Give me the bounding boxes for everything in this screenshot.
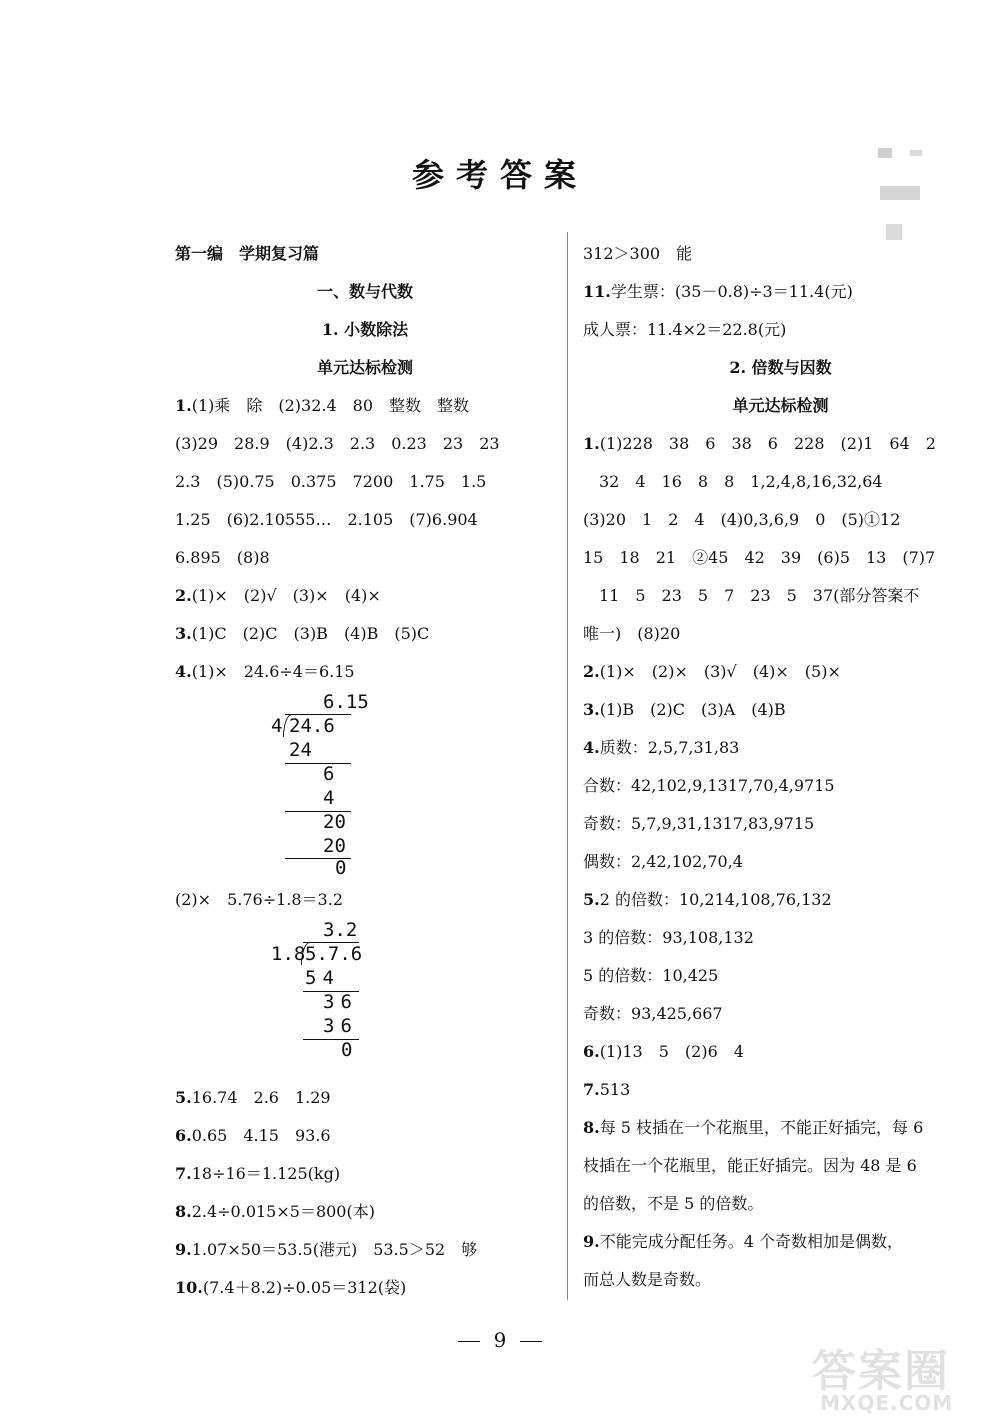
answer-line: [175, 1079, 555, 1117]
long-division-1: [175, 691, 555, 881]
answer-text: (1)× (2)√ (3)× (4)×: [191, 586, 381, 605]
answer-line: [583, 577, 978, 615]
step: 36: [323, 991, 358, 1013]
answer-line: [583, 691, 978, 729]
step: 4: [323, 787, 335, 809]
answer-line: [175, 425, 555, 463]
answer-line: [583, 1223, 978, 1261]
answer-line: [175, 615, 555, 653]
step: 54: [305, 967, 340, 989]
page-title: 参考答案: [411, 156, 588, 194]
answer-text: (1)C (2)C (3)B (4)B (5)C: [191, 624, 430, 643]
step: 0: [335, 857, 347, 879]
answer-line: [583, 273, 978, 311]
question-number: 5.: [175, 1088, 192, 1107]
answer-line: [583, 843, 978, 881]
answer-line: [175, 387, 555, 425]
answer-text: 奇数：5,7,9,31,1317,83,9715: [583, 814, 815, 833]
section-heading: 第一编 学期复习篇: [175, 244, 320, 263]
answer-text: 不能完成分配任务。4 个奇数相加是偶数，: [599, 1232, 903, 1251]
answer-line: [583, 463, 978, 501]
quotient: 3.2: [323, 919, 358, 941]
answer-text: (3)29 28.9 (4)2.3 2.3 0.23 23 23: [175, 434, 500, 453]
answer-line: [583, 539, 978, 577]
subunit-heading: 单元达标检测: [316, 358, 413, 377]
answer-line: [175, 1117, 555, 1155]
answer-line: [583, 729, 978, 767]
answer-line: [175, 1269, 555, 1307]
answer-line: [583, 805, 978, 843]
answer-line: [583, 425, 978, 463]
answer-text: 513: [599, 1080, 631, 1099]
answer-line: [583, 235, 978, 273]
question-number: 6.: [175, 1126, 192, 1145]
answer-text: 11 5 23 5 7 23 5 37(部分答案不: [583, 586, 920, 605]
answer-list: [583, 235, 978, 349]
answer-line: [583, 311, 978, 349]
unit-heading: 2. 倍数与因数: [729, 358, 832, 377]
question-number: 3.: [175, 624, 192, 643]
question-number: 9.: [175, 1240, 192, 1259]
answer-line: [583, 1109, 978, 1147]
answer-text: (1)B (2)C (3)A (4)B: [599, 700, 786, 719]
watermark-logo: [812, 1335, 992, 1420]
answer-line: [583, 1071, 978, 1109]
answer-line: [175, 539, 555, 577]
answer-text: (1)× 24.6÷4＝6.15: [191, 662, 355, 681]
answer-text: 合数：42,102,9,1317,70,4,9715: [583, 776, 835, 795]
divisor: 1.8: [271, 943, 306, 965]
answer-list: [175, 1079, 555, 1307]
answer-line: [175, 1193, 555, 1231]
answer-text: 偶数：2,42,102,70,4: [583, 852, 743, 871]
answer-line: [583, 957, 978, 995]
answer-text: (7.4＋8.2)÷0.05＝312(袋): [202, 1278, 407, 1297]
answer-text: 3 的倍数：93,108,132: [583, 928, 754, 947]
question-number: 2.: [175, 586, 192, 605]
answer-line: [175, 1231, 555, 1269]
answer-text: (3)20 1 2 4 (4)0,3,6,9 0 (5)①12: [583, 510, 901, 529]
step: 0: [341, 1039, 353, 1061]
answer-line: [583, 881, 978, 919]
answer-text: 奇数：93,425,667: [583, 1004, 723, 1023]
answer-text: 5 的倍数：10,425: [583, 966, 719, 985]
answer-text: (1)× (2)× (3)√ (4)× (5)×: [599, 662, 841, 681]
question-number: 8.: [175, 1202, 192, 1221]
long-division-2: [175, 919, 555, 1079]
dividend: 5.7.6: [305, 943, 363, 965]
column-divider: [567, 232, 568, 1300]
answer-text: 每 5 枝插在一个花瓶里，不能正好插完，每 6: [599, 1118, 924, 1137]
question-number: 1.: [175, 396, 192, 415]
answer-line: [583, 501, 978, 539]
dash-left: [458, 1341, 480, 1342]
question-number: 11.: [583, 282, 611, 301]
question-number: 10.: [175, 1278, 203, 1297]
watermark-logo-text: 答案圈: [812, 1346, 950, 1397]
answer-line: [583, 1033, 978, 1071]
step: 20: [323, 811, 346, 833]
answer-text: 1.07×50＝53.5(港元) 53.5＞52 够: [191, 1240, 478, 1259]
question-number: 1.: [583, 434, 600, 453]
step: 36: [323, 1015, 358, 1037]
answer-text: 6.895 (8)8: [175, 548, 270, 567]
answer-text: 质数：2,5,7,31,83: [599, 738, 740, 757]
divisor: 4: [271, 715, 283, 737]
right-column: [583, 235, 978, 1299]
answer-text: 15 18 21 ②45 42 39 (6)5 13 (7)7: [583, 548, 936, 567]
answer-text: 学生票：(35－0.8)÷3＝11.4(元): [610, 282, 853, 301]
answer-line: [583, 1147, 978, 1185]
answer-line: [583, 1261, 978, 1299]
answer-text: 1.25 (6)2.10555… 2.105 (7)6.904: [175, 510, 478, 529]
step: 24: [289, 739, 312, 761]
answer-line: [583, 653, 978, 691]
answer-text: (1)乘 除 (2)32.4 80 整数 整数: [191, 396, 470, 415]
answer-line: [175, 653, 555, 691]
quotient: 6.15: [323, 691, 369, 713]
answer-text: (1)13 5 (2)6 4: [599, 1042, 744, 1061]
step-line: [285, 763, 351, 764]
answer-text: 而总人数是奇数。: [583, 1270, 712, 1289]
answer-line: [175, 501, 555, 539]
answer-text: 16.74 2.6 1.29: [191, 1088, 331, 1107]
answer-line: [583, 1185, 978, 1223]
question-number: 7.: [175, 1164, 192, 1183]
answer-text: 2.4÷0.015×5＝800(本): [191, 1202, 375, 1221]
answer-line: [583, 995, 978, 1033]
part-heading: 一、数与代数: [316, 282, 413, 301]
question-number: 4.: [175, 662, 192, 681]
answer-text: 枝插在一个花瓶里，能正好插完。因为 48 是 6: [583, 1156, 917, 1175]
dividend: 24.6: [289, 715, 335, 737]
question-number: 6.: [583, 1042, 600, 1061]
step: 20: [323, 835, 346, 857]
answer-text: 的倍数，不是 5 的倍数。: [583, 1194, 764, 1213]
question-number: 8.: [583, 1118, 600, 1137]
answer-line: [583, 919, 978, 957]
unit-heading: 1. 小数除法: [321, 320, 409, 339]
answer-text: 312＞300 能: [583, 244, 693, 263]
left-column: [175, 235, 555, 1307]
answer-list: [583, 425, 978, 1299]
answer-text: 18÷16＝1.125(kg): [191, 1164, 341, 1183]
dash-right: [520, 1341, 542, 1342]
question-number: 5.: [583, 890, 600, 909]
question-number: 2.: [583, 662, 600, 681]
answer-line: [175, 881, 555, 919]
answer-line: [583, 767, 978, 805]
answer-text: 2.3 (5)0.75 0.375 7200 1.75 1.5: [175, 472, 487, 491]
page-number-text: 9: [493, 1328, 507, 1352]
answer-line: [583, 615, 978, 653]
answer-text: 2 的倍数：10,214,108,76,132: [599, 890, 832, 909]
watermark-site-text: MXQE.COM: [820, 1391, 954, 1415]
answer-list: [175, 387, 555, 691]
question-number: 9.: [583, 1232, 600, 1251]
answer-line: [175, 1155, 555, 1193]
answer-text: 32 4 16 8 8 1,2,4,8,16,32,64: [583, 472, 883, 491]
answer-text: (1)228 38 6 38 6 228 (2)1 64 2: [599, 434, 936, 453]
answer-text: 0.65 4.15 93.6: [191, 1126, 331, 1145]
step: 6: [323, 763, 335, 785]
question-number: 7.: [583, 1080, 600, 1099]
answer-text: 成人票：11.4×2＝22.8(元): [583, 320, 787, 339]
question-number: 3.: [583, 700, 600, 719]
answer-line: [175, 463, 555, 501]
answer-text: 唯一) (8)20: [583, 624, 681, 643]
answer-text: (2)× 5.76÷1.8＝3.2: [175, 890, 343, 909]
question-number: 4.: [583, 738, 600, 757]
answer-line: [175, 577, 555, 615]
subunit-heading: 单元达标检测: [732, 396, 829, 415]
